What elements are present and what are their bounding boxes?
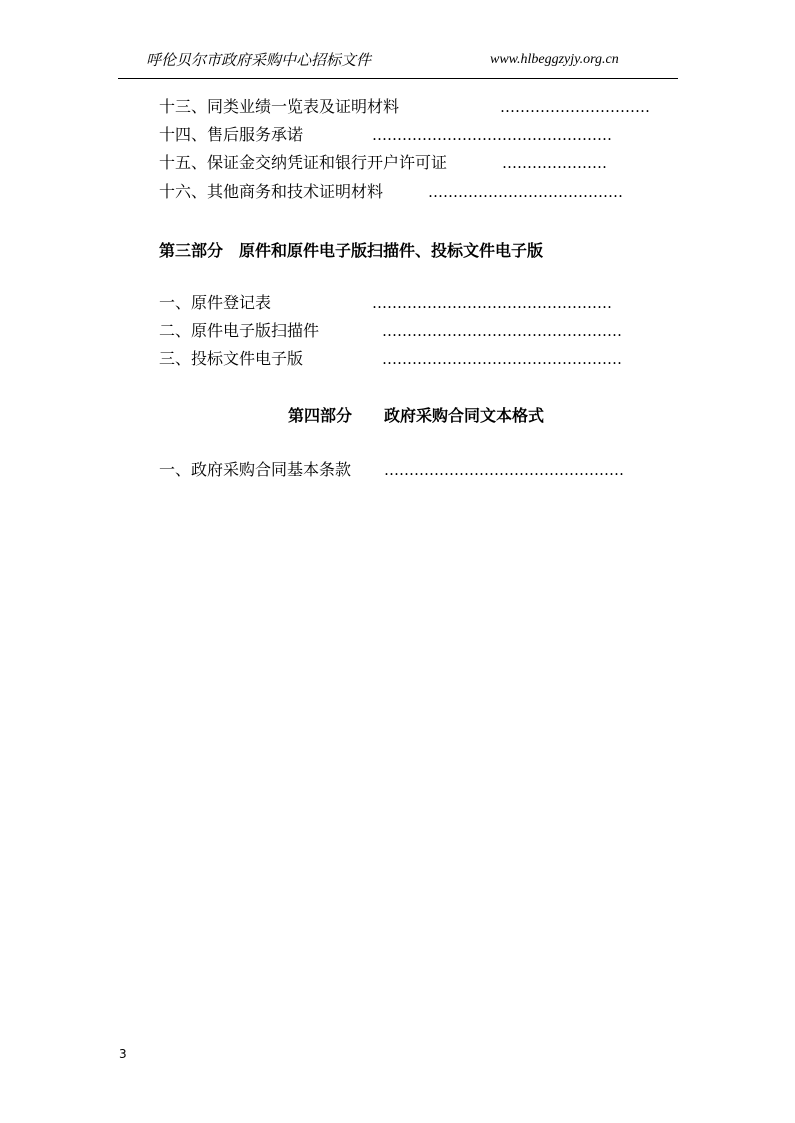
toc-leader-dots: ………………………………… [428,183,623,201]
toc-entry-label: 二、原件电子版扫描件 [159,321,320,340]
toc-leader-dots: ………………………………………… [372,126,612,144]
toc-leader-dots: ………………………………………… [372,294,612,312]
toc-entry [0,319,795,343]
toc-leader-dots: ………………… [502,154,607,172]
toc-entry [0,151,795,175]
toc-leader-dots: ………………………… [500,98,650,116]
toc-entry [0,180,795,204]
toc-entry-label: 三、投标文件电子版 [159,349,304,368]
toc-entry-label: 一、政府采购合同基本条款 [159,460,352,479]
toc-leader-dots: ………………………………………… [384,461,624,479]
page-number: 3 [119,1047,127,1061]
header-divider [118,78,678,79]
toc-entry-label: 十四、售后服务承诺 [159,125,304,144]
toc-entry [0,95,795,119]
toc-entry [0,347,795,371]
toc-entry-label: 一、原件登记表 [159,293,272,312]
toc-entry-label: 十六、其他商务和技术证明材料 [159,182,384,201]
toc-leader-dots: ………………………………………… [382,322,622,340]
toc-leader-dots: ………………………………………… [382,350,622,368]
page-header [0,0,795,80]
header-url: www.hlbeggzyjy.org.cn [490,52,619,67]
toc-entry [0,458,795,482]
toc-entry [0,123,795,147]
toc-entry [0,291,795,315]
header-title: 呼伦贝尔市政府采购中心招标文件 [146,51,372,69]
part4-title: 第四部分 政府采购合同文本格式 [288,406,545,425]
part3-title: 第三部分 原件和原件电子版扫描件、投标文件电子版 [159,241,544,260]
toc-entry-label: 十五、保证金交纳凭证和银行开户许可证 [159,153,448,172]
toc-entry-label: 十三、同类业绩一览表及证明材料 [159,97,400,116]
